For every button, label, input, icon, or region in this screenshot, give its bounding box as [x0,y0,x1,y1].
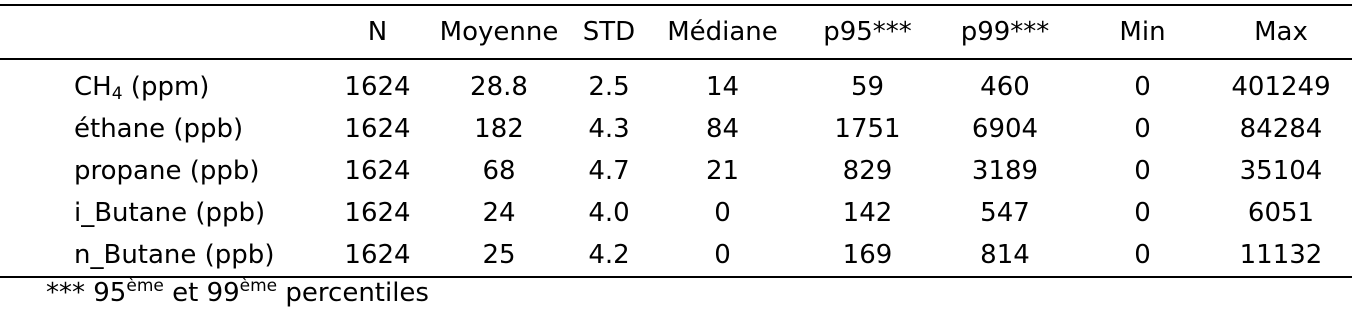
label-unit: (ppm) [122,72,210,102]
footnote-middle: et 99 [163,278,240,308]
header-moyenne: Moyenne [439,17,559,47]
label-text: propane (ppb) [74,156,260,186]
cell-min: 0 [1134,114,1151,144]
header-max: Max [1254,17,1308,47]
table-row [0,192,1352,234]
cell-max: 11132 [1239,240,1323,270]
cell-mediane: 84 [705,114,740,144]
label-subscript: 4 [111,84,123,104]
cell-max: 401249 [1231,72,1331,102]
cell-moyenne: 24 [482,198,516,228]
cell-mediane: 0 [714,240,731,270]
header-blank [0,5,330,59]
cell-mediane: 21 [705,156,740,186]
row-label [0,59,330,108]
cell-mediane: 0 [714,198,731,228]
row-label [0,150,330,192]
table-row [0,108,1352,150]
cell-p95: 1751 [834,114,901,144]
cell-n: 1624 [344,114,411,144]
cell-min: 0 [1134,72,1151,102]
header-mediane: Médiane [667,17,778,47]
cell-max: 84284 [1239,114,1323,144]
row-label [0,234,330,277]
row-label [0,108,330,150]
cell-std: 2.5 [588,72,630,102]
footnote-superscript: ème [239,276,278,296]
table-header-row [0,5,1352,59]
footnote-suffix: percentiles [277,278,429,308]
cell-p95: 59 [850,72,885,102]
cell-std: 4.3 [588,114,630,144]
cell-std: 4.2 [588,240,630,270]
cell-p99: 3189 [971,156,1039,186]
header-std: STD [582,17,636,47]
cell-p99: 814 [980,240,1030,270]
table-row [0,150,1352,192]
label-text: CH [74,72,112,102]
cell-min: 0 [1134,240,1151,270]
cell-moyenne: 68 [482,156,516,186]
cell-max: 35104 [1239,156,1323,186]
footnote-superscript: ème [126,276,164,296]
cell-min: 0 [1134,156,1151,186]
cell-min: 0 [1134,198,1151,228]
table-footnote [46,278,429,308]
statistics-table [0,4,1352,278]
header-min: Min [1119,17,1166,47]
cell-moyenne: 28.8 [470,72,528,102]
cell-p95: 142 [842,198,893,228]
label-text: i_Butane (ppb) [74,198,266,228]
cell-std: 4.7 [588,156,630,186]
header-p99: p99*** [960,17,1050,47]
cell-n: 1624 [344,240,411,270]
cell-p99: 6904 [971,114,1039,144]
cell-std: 4.0 [588,198,630,228]
cell-mediane: 14 [705,72,740,102]
cell-n: 1624 [344,198,411,228]
cell-max: 6051 [1247,198,1315,228]
row-label [0,192,330,234]
cell-moyenne: 25 [482,240,516,270]
table-row [0,234,1352,277]
cell-moyenne: 182 [474,114,524,144]
cell-p99: 547 [980,198,1030,228]
label-text: n_Butane (ppb) [74,240,275,270]
header-p95: p95*** [823,17,912,47]
cell-p95: 829 [842,156,893,186]
cell-p95: 169 [842,240,893,270]
header-n: N [367,17,388,47]
cell-n: 1624 [344,72,411,102]
footnote-prefix: *** 95 [46,278,127,308]
cell-n: 1624 [344,156,411,186]
table-row [0,59,1352,108]
label-text: éthane (ppb) [74,114,244,144]
cell-p99: 460 [980,72,1030,102]
